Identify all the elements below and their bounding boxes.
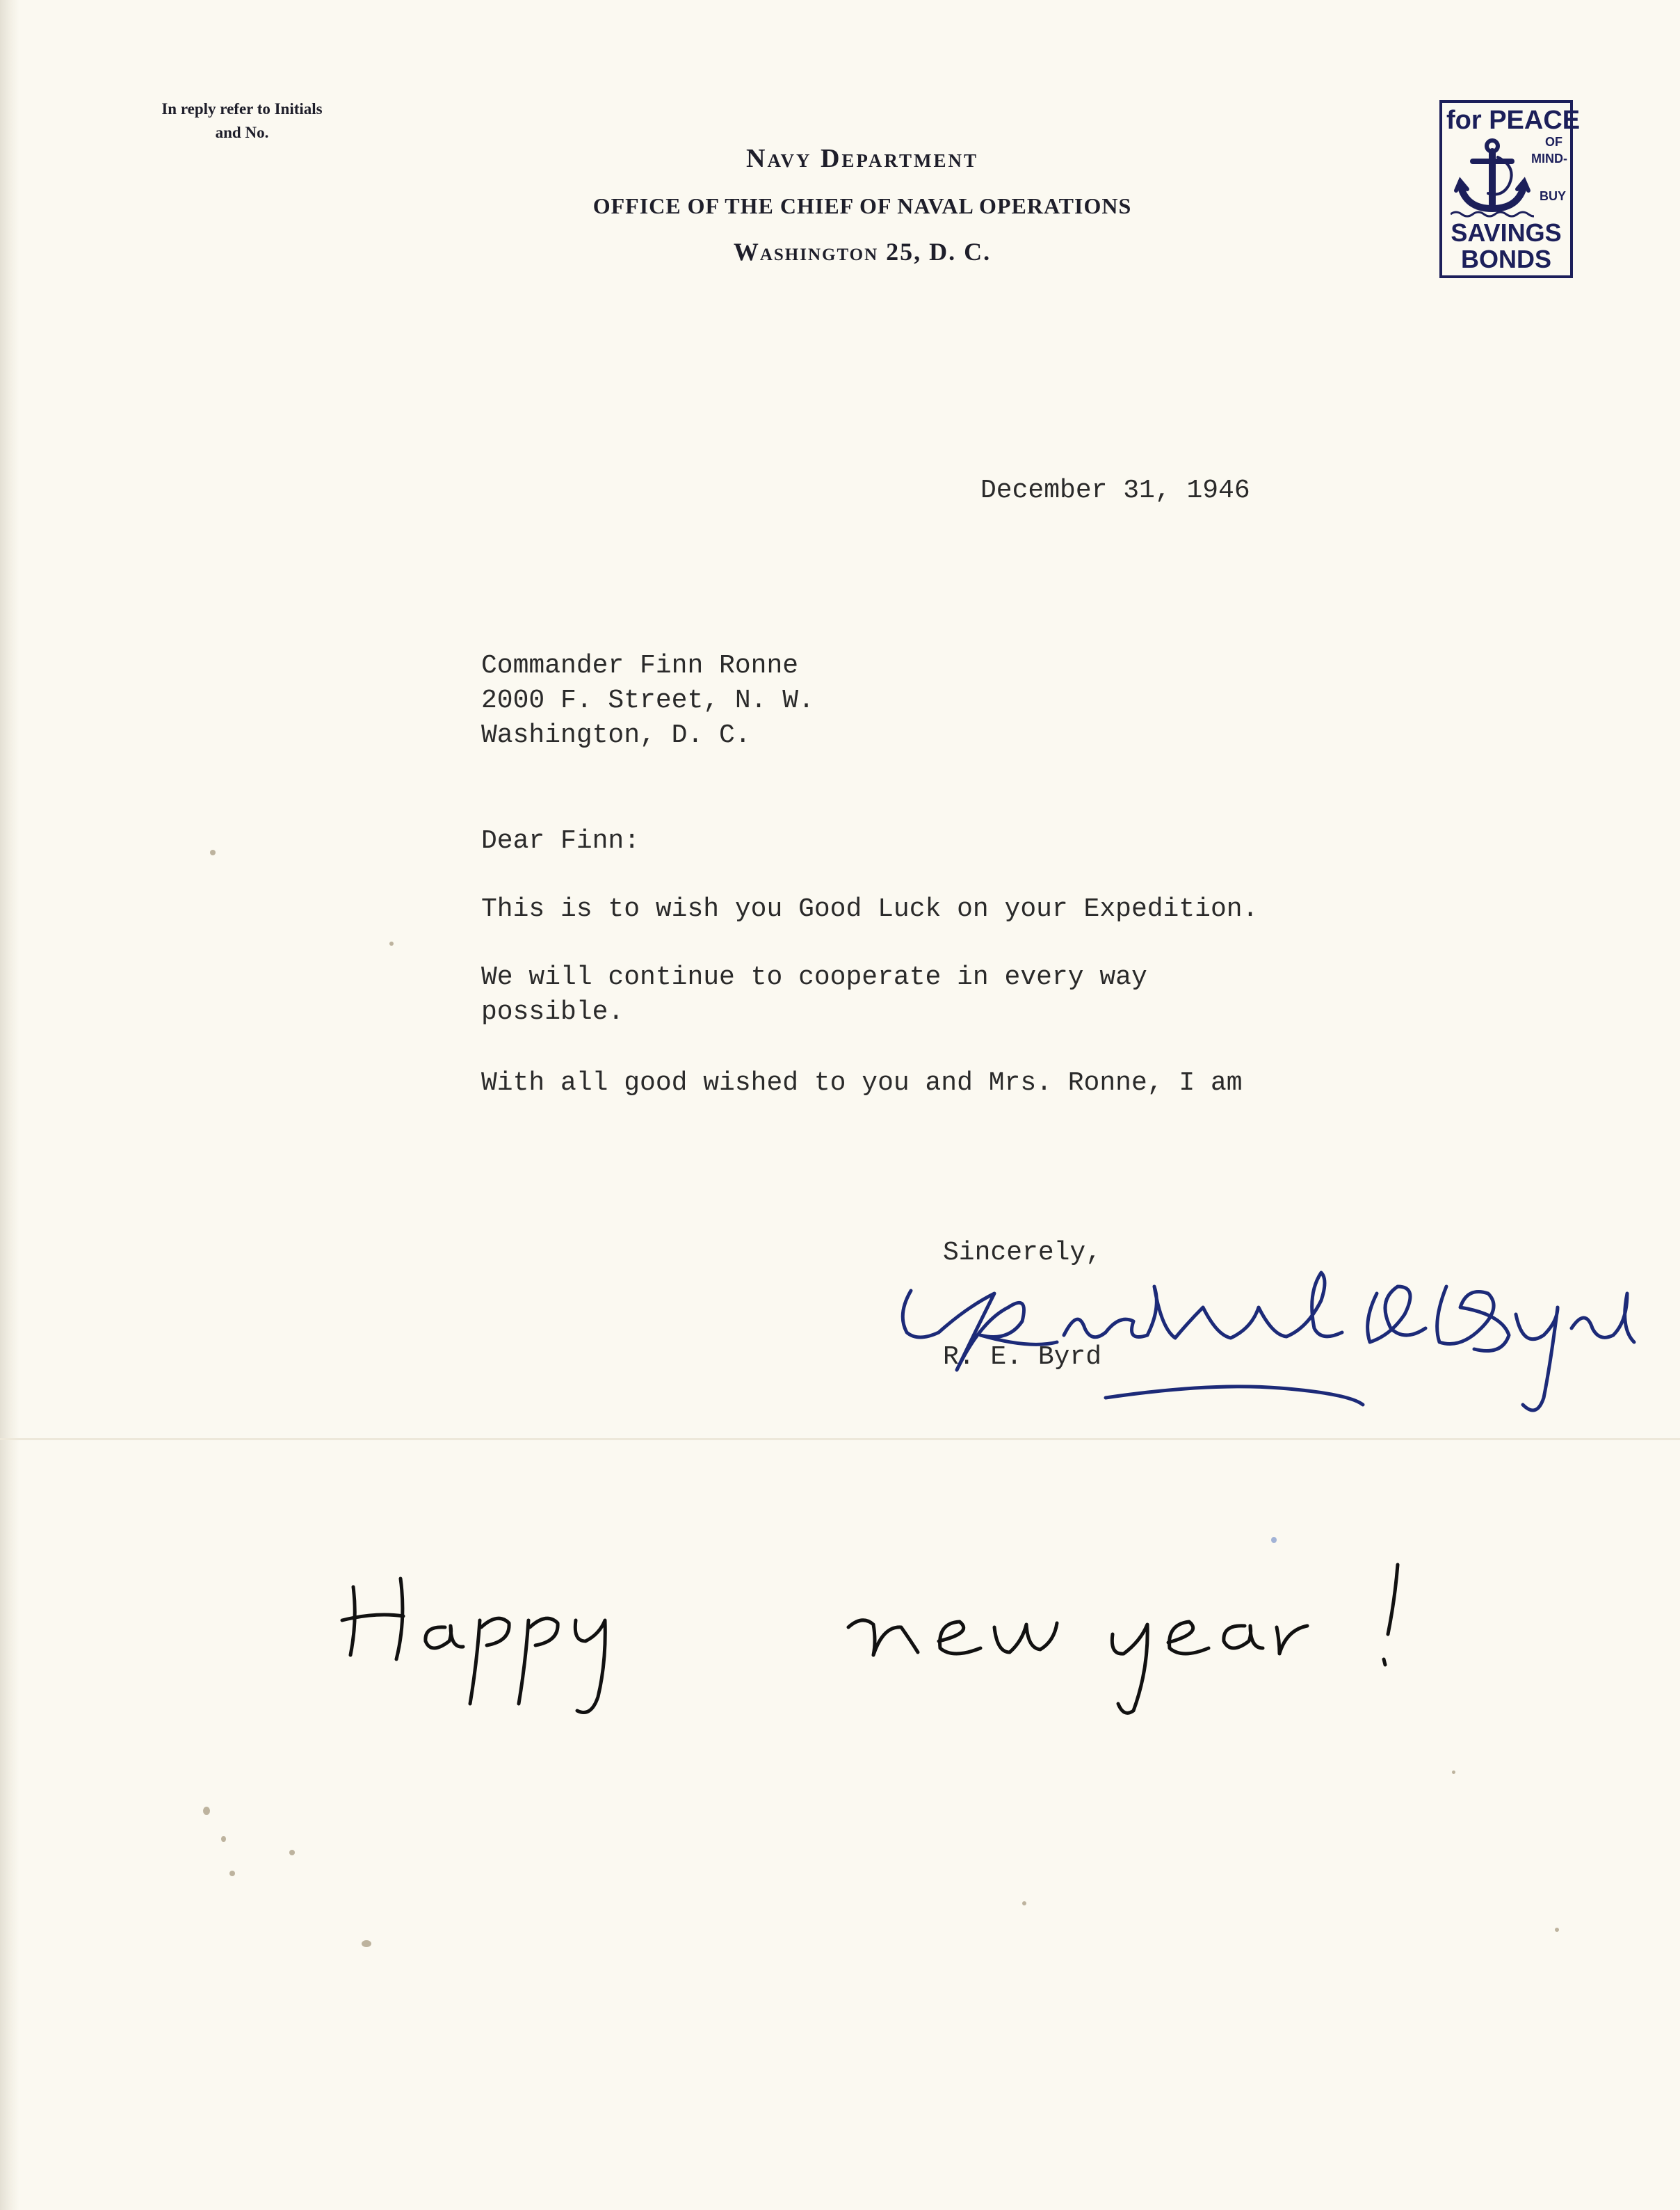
stamp-of: OF (1545, 135, 1562, 149)
body-paragraph-2-line-2: possible. (481, 997, 624, 1027)
reply-note-line1: In reply refer to Initials (161, 100, 323, 118)
stamp-buy: BUY (1540, 189, 1567, 203)
recipient-street: 2000 F. Street, N. W. (481, 686, 814, 716)
stamp-for-peace: for PEACE (1446, 106, 1581, 135)
paper-fold-line (0, 1438, 1680, 1440)
body-paragraph-3: With all good wished to you and Mrs. Ronne, I am (481, 1068, 1243, 1098)
stamp-bonds: BONDS (1460, 245, 1551, 273)
letterhead (445, 143, 1279, 266)
handwritten-signature (890, 1266, 1641, 1426)
paper-speck (1555, 1928, 1559, 1932)
stamp-mind: MIND- (1531, 152, 1567, 166)
letterhead-department: Navy Department (746, 144, 978, 173)
handwritten-note (334, 1537, 1558, 1718)
typed-signature-name: R. E. Byrd (943, 1342, 1102, 1372)
paper-speck (389, 942, 394, 946)
anchor-icon (1451, 136, 1534, 220)
body-paragraph-1: This is to wish you Good Luck on your Expedition. (481, 894, 1259, 924)
paper-speck (362, 1940, 371, 1947)
letterhead-office: OFFICE OF THE CHIEF OF NAVAL OPERATIONS (592, 193, 1132, 218)
recipient-city: Washington, D. C. (481, 720, 751, 750)
paper-speck (229, 1871, 235, 1876)
salutation: Dear Finn: (481, 826, 640, 856)
paper-speck (210, 850, 216, 855)
paper-speck (289, 1850, 295, 1855)
stamp-savings-bonds (1442, 220, 1570, 273)
closing: Sincerely, (943, 1238, 1102, 1268)
paper-speck (1452, 1771, 1455, 1774)
paper-speck (221, 1836, 226, 1842)
paper-speck (1022, 1901, 1026, 1905)
letterhead-city: Washington 25, D. C. (733, 238, 992, 266)
paper-edge-shadow (0, 0, 19, 2210)
reply-reference-note (124, 97, 360, 145)
body-paragraph-2-line-1: We will continue to cooperate in every way (481, 962, 1147, 992)
recipient-name: Commander Finn Ronne (481, 651, 799, 681)
letter-date: December 31, 1946 (980, 476, 1250, 506)
reply-note-line2: and No. (215, 124, 269, 141)
stamp-savings: SAVINGS (1451, 218, 1562, 247)
paper-speck (203, 1807, 210, 1815)
savings-bond-stamp (1439, 100, 1581, 278)
